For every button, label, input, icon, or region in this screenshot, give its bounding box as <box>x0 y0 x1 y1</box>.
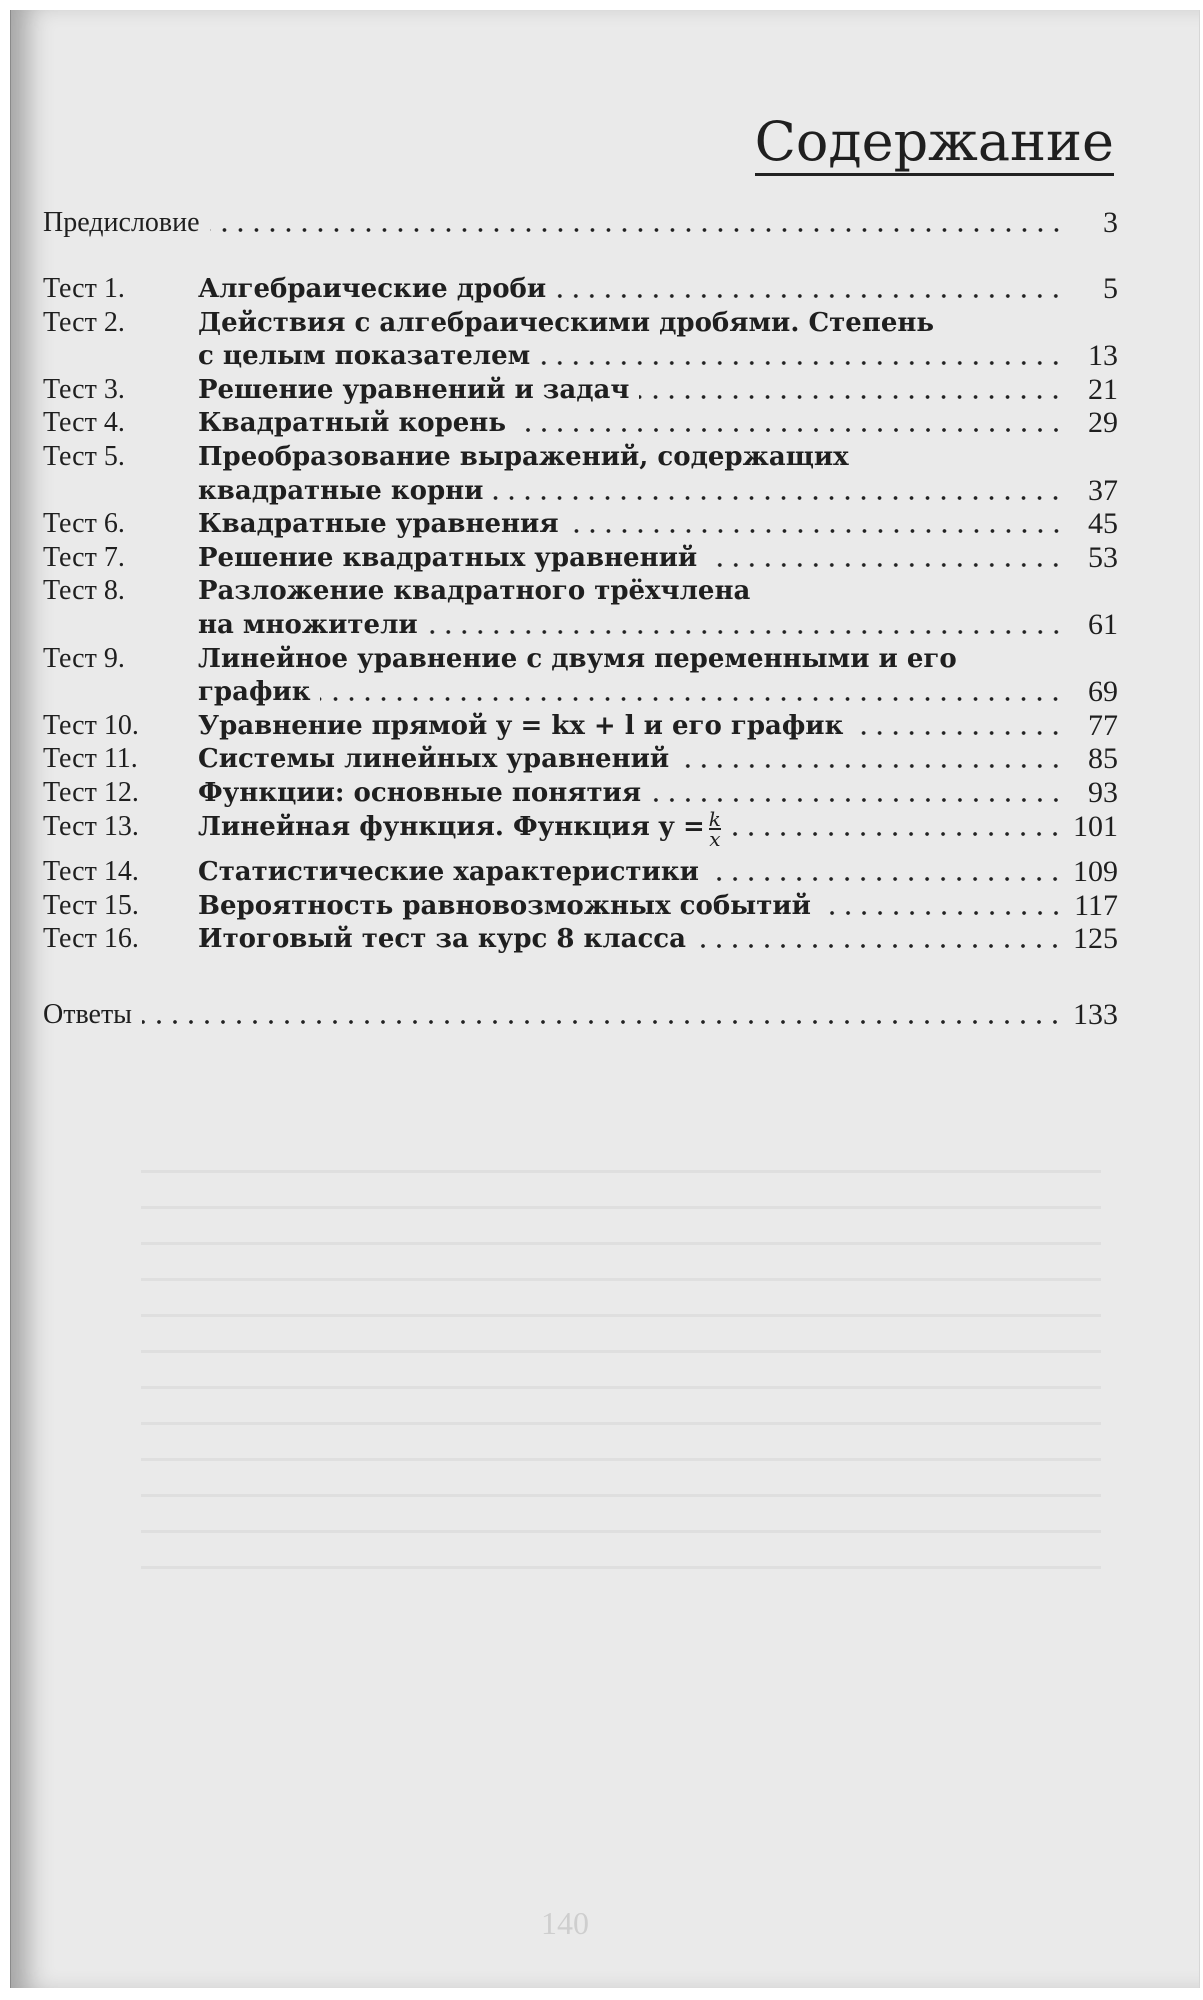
test-number: Тест 11. <box>43 743 138 774</box>
dot-leader <box>493 495 1064 501</box>
test-title: Уравнение прямой y = kx + l и его график <box>198 711 844 741</box>
fraction-denominator: x <box>709 827 721 851</box>
dot-leader <box>540 360 1064 366</box>
toc-page-number: 53 <box>1088 541 1118 574</box>
show-through-page-number: 140 <box>541 1905 589 1941</box>
toc-page-number: 37 <box>1088 474 1118 507</box>
toc-entry-test <box>43 806 1118 851</box>
test-number: Тест 15. <box>43 890 139 921</box>
toc-page-number: 101 <box>1073 810 1118 843</box>
test-title: Преобразование выражений, содержащих <box>198 442 849 472</box>
dot-leader <box>679 763 1064 769</box>
dot-leader <box>142 1019 1063 1025</box>
test-number: Тест 4. <box>43 407 125 438</box>
test-title: с целым показателем <box>198 341 531 371</box>
test-title: Линейная функция. Функция y = <box>198 812 705 842</box>
dot-leader <box>569 528 1064 534</box>
test-number: Тест 12. <box>43 777 139 808</box>
toc-entry-label: Ответы <box>43 999 132 1030</box>
test-title: Статистические характеристики <box>198 857 699 887</box>
test-number: Тест 9. <box>43 643 125 674</box>
dot-leader <box>696 943 1063 949</box>
test-title: Функции: основные понятия <box>198 778 642 808</box>
test-title: Разложение квадратного трёхчлена <box>198 576 751 606</box>
fraction-formula <box>708 807 721 851</box>
test-number: Тест 14. <box>43 856 139 887</box>
dot-leader <box>651 797 1064 803</box>
dot-leader <box>556 293 1064 299</box>
toc-page-number: 21 <box>1088 373 1118 406</box>
test-number: Тест 5. <box>43 441 125 472</box>
test-number: Тест 13. <box>43 811 139 842</box>
test-title: Алгебраические дроби <box>198 274 547 304</box>
dot-leader <box>709 876 1063 882</box>
test-title: Решение квадратных уравнений <box>198 543 698 573</box>
toc-page-number: 61 <box>1088 608 1118 641</box>
dot-leader <box>639 394 1064 400</box>
toc-page-number: 77 <box>1088 709 1118 742</box>
toc-page-number: 133 <box>1073 998 1118 1031</box>
toc-page-number: 85 <box>1088 742 1118 775</box>
test-number: Тест 1. <box>43 273 125 304</box>
fraction-numerator: k <box>708 807 721 831</box>
test-title: Линейное уравнение с двумя переменными и его <box>198 644 957 674</box>
test-title: Вероятность равновозможных событий <box>198 891 811 921</box>
test-number: Тест 16. <box>43 923 139 954</box>
dot-leader <box>821 910 1064 916</box>
toc-page-number: 93 <box>1088 776 1118 809</box>
test-title: Решение уравнений и задач <box>198 375 630 405</box>
test-title: Системы линейных уравнений <box>198 744 670 774</box>
toc-page-number: 125 <box>1073 922 1118 955</box>
test-number: Тест 3. <box>43 374 125 405</box>
toc-page-number: 5 <box>1103 272 1118 305</box>
dot-leader <box>853 730 1064 736</box>
toc-entry-answers <box>43 994 1118 1036</box>
test-title: на множители <box>198 610 418 640</box>
toc-page-number: 69 <box>1088 675 1118 708</box>
dot-leader <box>516 427 1064 433</box>
test-title: Квадратный корень <box>198 408 506 438</box>
test-number: Тест 8. <box>43 575 125 606</box>
toc-entry-preface <box>43 202 1118 244</box>
page-title: Содержание <box>755 112 1114 176</box>
dot-leader <box>320 696 1064 702</box>
dot-leader <box>707 562 1064 568</box>
test-number: Тест 7. <box>43 542 125 573</box>
test-number: Тест 6. <box>43 508 125 539</box>
test-title: Итоговый тест за курс 8 класса <box>198 924 686 954</box>
show-through-text <box>141 1170 1101 1590</box>
test-number: Тест 2. <box>43 307 125 338</box>
dot-leader <box>428 629 1064 635</box>
dot-leader <box>731 831 1063 837</box>
toc-entry-label: Предисловие <box>43 207 200 238</box>
toc-page-number: 3 <box>1103 206 1118 239</box>
book-page <box>10 10 1200 1988</box>
toc-entry-test <box>43 918 1118 960</box>
toc-page-number: 29 <box>1088 406 1118 439</box>
toc-page-number: 109 <box>1073 855 1118 888</box>
test-title: график <box>198 677 311 707</box>
test-title: Действия с алгебраическими дробями. Степень <box>198 308 935 338</box>
test-number: Тест 10. <box>43 710 139 741</box>
test-title: квадратные корни <box>198 476 484 506</box>
toc-page-number: 117 <box>1074 889 1118 922</box>
toc-page-number: 13 <box>1088 339 1118 372</box>
dot-leader <box>210 227 1064 233</box>
toc-page-number: 45 <box>1088 507 1118 540</box>
test-title: Квадратные уравнения <box>198 509 559 539</box>
